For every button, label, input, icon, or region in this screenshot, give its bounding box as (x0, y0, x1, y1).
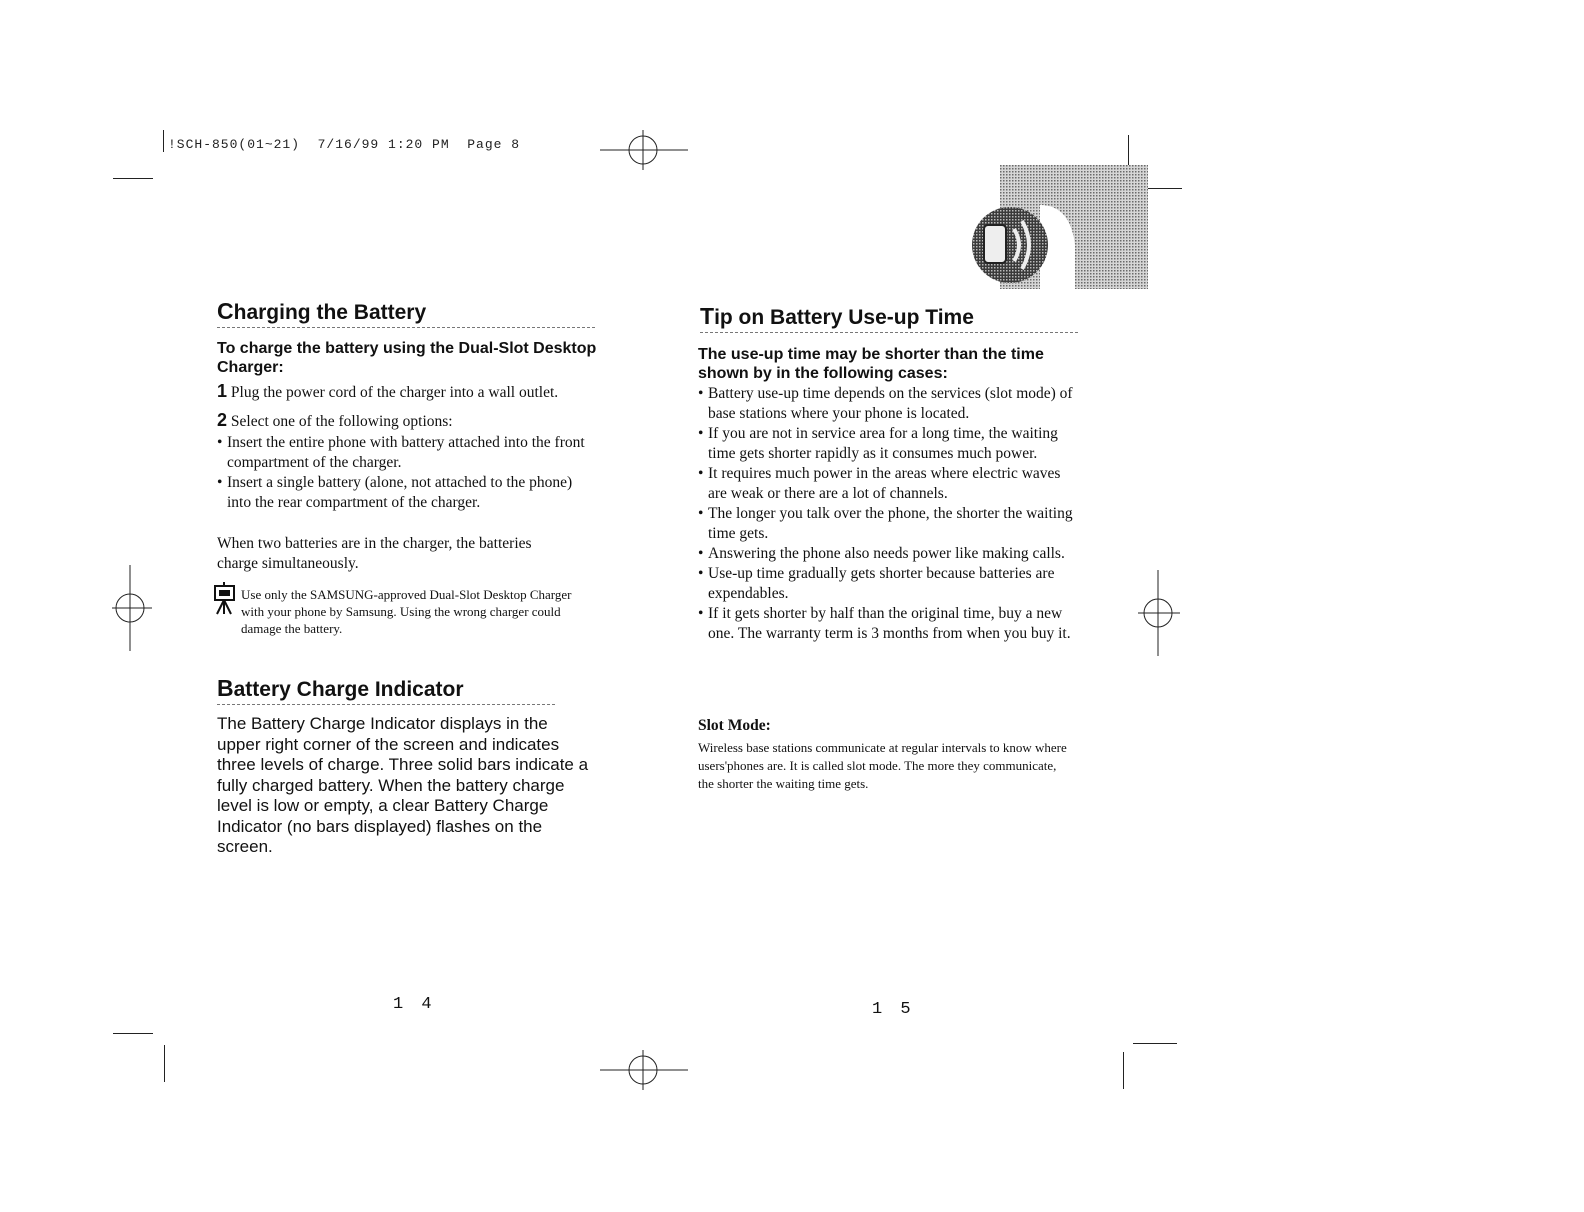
list-item: • Answering the phone also needs power like making calls. (698, 544, 1073, 564)
step-2-text: Select one of the following options: (230, 413, 453, 430)
list-item: • Use-up time gradually gets shorter because batteries are expendables. (698, 564, 1073, 604)
step-1-text: Plug the power cord of the charger into a wall outlet. (230, 384, 559, 401)
list-item: • Insert the entire phone with battery attached into the front compartment of the charger. (217, 433, 592, 473)
registration-crosshair-icon (600, 125, 690, 175)
step-1-number: 1 (217, 381, 228, 401)
slot-mode-heading: Slot Mode: (698, 717, 771, 734)
step-2 (217, 410, 607, 432)
note-easel-icon (213, 580, 237, 616)
step-1 (217, 381, 607, 403)
tip-title: Tip on Battery Use-up Time (700, 303, 1078, 333)
list-item: • It requires much power in the areas where electric waves are weak or there are a lot of channels. (698, 464, 1073, 504)
indicator-text: The Battery Charge Indicator displays in the upper right corner of the screen and indicates three levels of charge. Three solid bars indicate a fully charged battery. When the battery charge level is low or empty, a clear Battery Charge Indicator (no bars displayed) flashes on the screen. (217, 714, 589, 856)
crop-mark (163, 130, 164, 152)
list-item: • Battery use-up time depends on the services (slot mode) of base stations where your phone is located. (698, 384, 1073, 424)
crop-mark (113, 1033, 153, 1034)
charging-options-list (217, 433, 592, 513)
page-number-left: 1 4 (393, 995, 436, 1014)
registration-crosshair-icon (108, 565, 158, 655)
crop-mark (164, 1045, 165, 1082)
list-item: • If it gets shorter by half than the original time, buy a new one. The warranty term is 3 months from when you buy it. (698, 604, 1073, 644)
print-slug: !SCH-850(01~21) 7/16/99 1:20 PM Page 8 (168, 137, 521, 152)
registration-crosshair-icon (1134, 570, 1184, 660)
tip-cases-list (698, 384, 1073, 644)
list-item: • The longer you talk over the phone, the shorter the waiting time gets. (698, 504, 1073, 544)
list-item: • Insert a single battery (alone, not attached to the phone) into the rear compartment of the charger. (217, 473, 592, 513)
charging-subtitle: To charge the battery using the Dual-Slot Desktop Charger: (217, 340, 597, 376)
tip-section (700, 303, 1078, 333)
charging-section (217, 298, 595, 328)
note-text: Use only the SAMSUNG-approved Dual-Slot Desktop Charger with your phone by Samsung. Using the wrong charger could damage the battery. (241, 587, 572, 636)
tip-subtitle: The use-up time may be shorter than the time shown by in the following cases: (698, 346, 1044, 382)
crop-mark (113, 178, 153, 179)
indicator-section (217, 675, 555, 705)
phone-speaker-icon (970, 165, 1150, 290)
crop-mark (1133, 1043, 1177, 1044)
charging-title: Charging the Battery (217, 298, 595, 328)
crop-mark (1123, 1052, 1124, 1089)
list-item: • If you are not in service area for a long time, the waiting time gets shorter rapidly as it consumes much power. (698, 424, 1073, 464)
two-batteries-text: When two batteries are in the charger, the batteries charge simultaneously. (217, 535, 532, 572)
page-number-right: 1 5 (872, 1000, 915, 1019)
step-2-number: 2 (217, 410, 228, 430)
indicator-title: Battery Charge Indicator (217, 675, 555, 705)
registration-crosshair-icon (600, 1045, 690, 1095)
slot-mode-text: Wireless base stations communicate at regular intervals to know where users'phones are. It is called slot mode. The more they communicate, the shorter the waiting time gets. (698, 740, 1067, 791)
